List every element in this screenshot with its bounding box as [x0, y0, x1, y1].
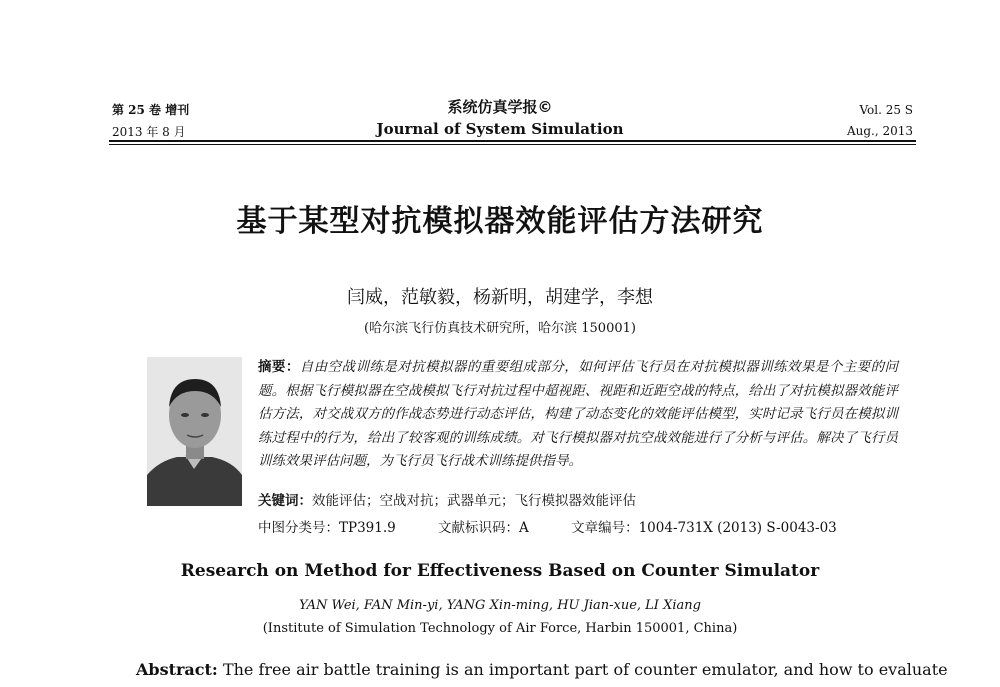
- volume-en: Vol. 25 S: [859, 103, 913, 117]
- clc-number: 中图分类号：TP391.9: [258, 520, 396, 536]
- journal-title-en: Journal of System Simulation: [376, 120, 624, 138]
- classification-line: [258, 516, 875, 536]
- paper-title-en: Research on Method for Effectiveness Based on Counter Simulator: [180, 561, 820, 581]
- keywords-cn: [258, 491, 898, 511]
- abstract-en: [136, 660, 948, 679]
- article-number: 文章编号：1004-731X (2013) S-0043-03: [571, 520, 837, 536]
- author-photo: [147, 357, 242, 506]
- affiliation-cn: (哈尔滨飞行仿真技术研究所，哈尔滨 150001): [364, 321, 636, 336]
- header-rule-thin: [109, 144, 916, 145]
- abstract-cn-text: 自由空战训练是对抗模拟器的重要组成部分，如何评估飞行员在对抗模拟器训练效果是个主要的问题。根据飞行模拟器在空战模拟飞行对抗过程中超视距、视距和近距空战的特点，给出了对抗模拟器效能评估方法，对交战双方的作战态势进行动态评估，构建了动态变化的效能评估模型，实时记录飞行员在模拟训练过程中的行为，给出了较客观的训练成绩。对飞行模拟器对抗空战效能进行了分析与评估。解决了飞行员训练效果评估问题，为飞行员飞行战术训练提供指导。: [258, 359, 899, 469]
- keywords-cn-text: 效能评估；空战对抗；武器单元；飞行模拟器效能评估: [312, 493, 636, 509]
- date-cn: 2013 年 8 月: [112, 125, 186, 139]
- abstract-en-label: Abstract:: [136, 660, 218, 679]
- document-code: 文献标识码：A: [438, 520, 529, 536]
- abstract-en-text: The free air battle training is an important part of counter emulator, and how to evaluate: [222, 660, 948, 679]
- authors-cn: 闫威，范敏毅，杨新明，胡建学，李想: [347, 287, 653, 308]
- abstract-cn-label: 摘要：: [258, 359, 300, 375]
- affiliation-en: (Institute of Simulation Technology of Air Force, Harbin 150001, China): [262, 621, 738, 636]
- abstract-cn: [258, 356, 898, 474]
- paper-title-cn: 基于某型对抗模拟器效能评估方法研究: [236, 204, 764, 239]
- header-rule-thick: [109, 140, 916, 142]
- authors-en: YAN Wei, FAN Min-yi, YANG Xin-ming, HU Jian-xue, LI Xiang: [299, 598, 701, 613]
- date-en: Aug., 2013: [846, 124, 913, 138]
- journal-title-cn: 系统仿真学报©: [447, 98, 553, 116]
- volume-cn: 第 25 卷 增刊: [112, 103, 190, 117]
- keywords-cn-label: 关键词：: [258, 493, 312, 509]
